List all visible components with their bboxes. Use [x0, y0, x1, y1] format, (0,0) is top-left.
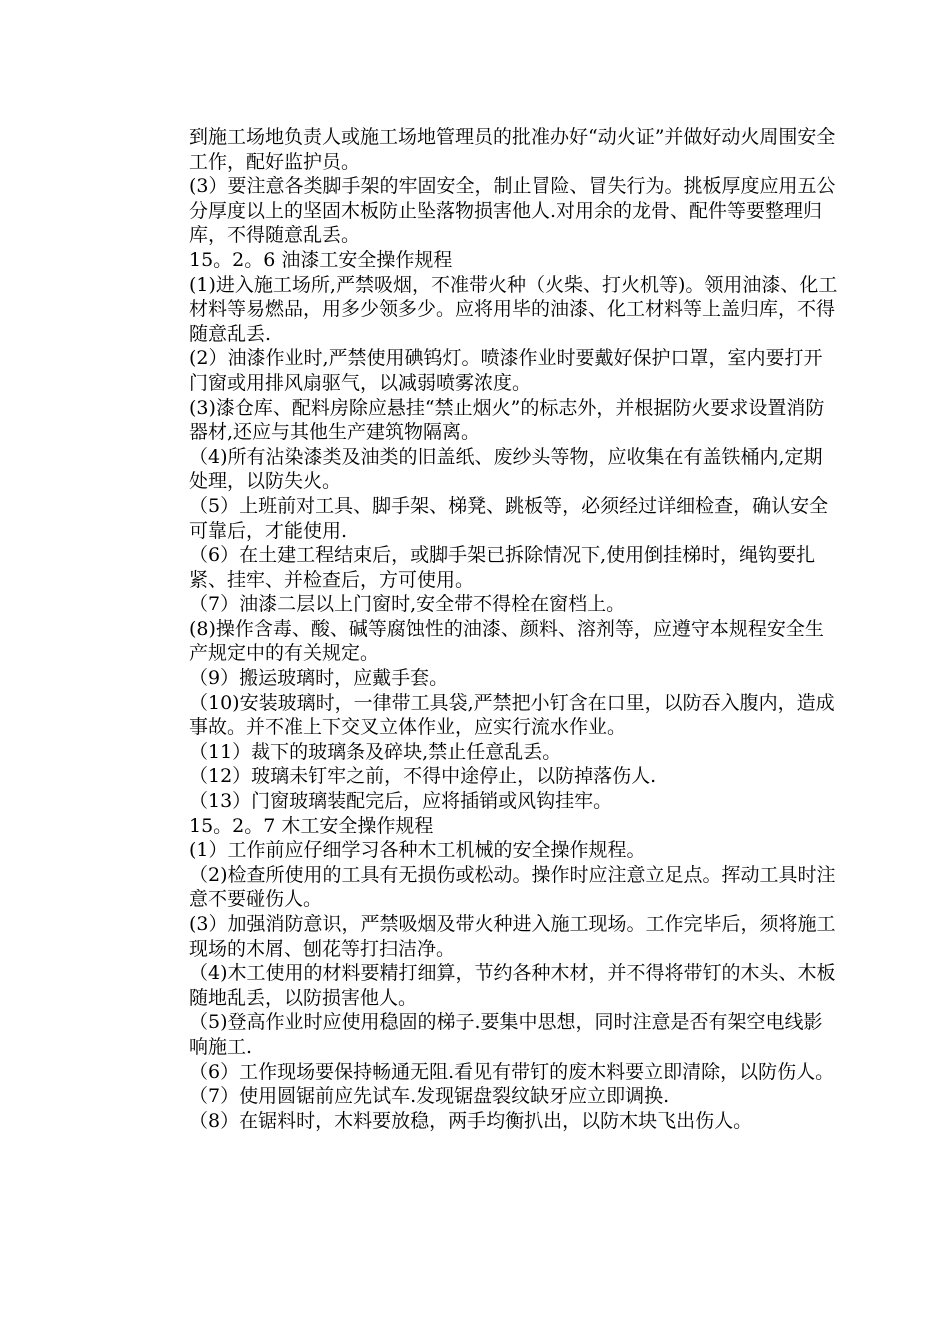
- paragraph-painter-1: (1)进入施工场所,严禁吸烟，不准带火种（火柴、打火机等)。领用油漆、化工材料等易燃品，用多少领多少。应将用毕的油漆、化工材料等上盖归库，不得随意乱丢.: [189, 273, 838, 345]
- paragraph-painter-9: （9）搬运玻璃时，应戴手套。: [189, 667, 449, 690]
- paragraph-painter-8: (8)操作含毒、酸、碱等腐蚀性的油漆、颜料、溶剂等，应遵守本规程安全生产规定中的有关规定。: [189, 617, 824, 665]
- paragraph-carpenter-3: (3）加强消防意识，严禁吸烟及带火种进入施工现场。工作完毕后，须将施工现场的木屑、刨花等打扫洁净。: [189, 913, 836, 960]
- paragraph-painter-4: （4)所有沾染漆类及油类的旧盖纸、废纱头等物，应收集在有盖铁桶内,定期处理，以防失火。: [189, 445, 823, 493]
- paragraph-carpenter-5: （5)登高作业时应使用稳固的梯子.要集中思想，同时注意是否有架空电线影响施工.: [189, 1011, 823, 1058]
- paragraph-carpenter-4: （4)木工使用的材料要精打细算，节约各种木材，并不得将带钉的木头、木板随地乱丢，以防损害他人。: [189, 962, 836, 1009]
- paragraph-painter-13: （13）门窗玻璃装配完后，应将插销或风钩挂牢。: [189, 790, 613, 813]
- paragraph-painter-7: （7）油漆二层以上门窗时,安全带不得栓在窗档上。: [189, 593, 626, 616]
- paragraph-painter-6: （6）在土建工程结束后，或脚手架已拆除情况下,使用倒挂梯时，绳钩要扎紧、挂牢、并检查后，方可使用。: [189, 544, 816, 591]
- document-body: [189, 125, 839, 1133]
- paragraph-carpenter-7: （7）使用圆锯前应先试车.发现锯盘裂纹缺牙应立即调换.: [189, 1085, 670, 1108]
- paragraph-painter-3: (3)漆仓库、配料房除应悬挂“禁止烟火”的标志外，并根据防火要求设置消防器材,还应与其他生产建筑物隔离。: [189, 396, 825, 444]
- paragraph-scaffold-safety: (3）要注意各类脚手架的牢固安全，制止冒险、冒失行为。挑板厚度应用五公分厚度以上的坚固木板防止坠落物损害他人.对用余的龙骨、配件等要整理归库，不得随意乱丢。: [189, 175, 836, 247]
- paragraph-painter-10: （10)安装玻璃时，一律带工具袋,严禁把小钉含在口里，以防吞入腹内，造成事故。并不准上下交叉立体作业，应实行流水作业。: [189, 691, 835, 739]
- paragraph-fire-permit: 到施工场地负责人或施工场地管理员的批准办好“动火证”并做好动火周围安全工作，配好监护员。: [189, 126, 836, 173]
- section-heading-carpenter: 15。2。7 木工安全操作规程: [189, 814, 434, 837]
- paragraph-carpenter-2: （2)检查所使用的工具有无损伤或松动。操作时应注意立足点。挥动工具时注意不要碰伤人。: [189, 863, 836, 911]
- paragraph-painter-11: （11）裁下的玻璃条及碎块,禁止任意乱丢。: [189, 740, 562, 763]
- paragraph-carpenter-8: （8）在锯料时，木料要放稳，两手均衡扒出，以防木块飞出伤人。: [189, 1109, 753, 1132]
- paragraph-painter-5: （5）上班前对工具、脚手架、梯凳、跳板等，必须经过详细检查，确认安全可靠后，才能使用.: [189, 494, 829, 542]
- paragraph-carpenter-1: (1）工作前应仔细学习各种木工机械的安全操作规程。: [189, 839, 646, 862]
- paragraph-painter-12: （12）玻璃未钉牢之前，不得中途停止，以防掉落伤人.: [189, 765, 657, 788]
- paragraph-painter-2: (2）油漆作业时,严禁使用碘钨灯。喷漆作业时要戴好保护口罩，室内要打开门窗或用排风扇驱气，以减弱喷雾浓度。: [189, 347, 823, 394]
- paragraph-carpenter-6: （6）工作现场要保持畅通无阻.看见有带钉的废木料要立即清除，以防伤人。: [189, 1060, 835, 1083]
- section-heading-painter: 15。2。6 油漆工安全操作规程: [189, 248, 453, 271]
